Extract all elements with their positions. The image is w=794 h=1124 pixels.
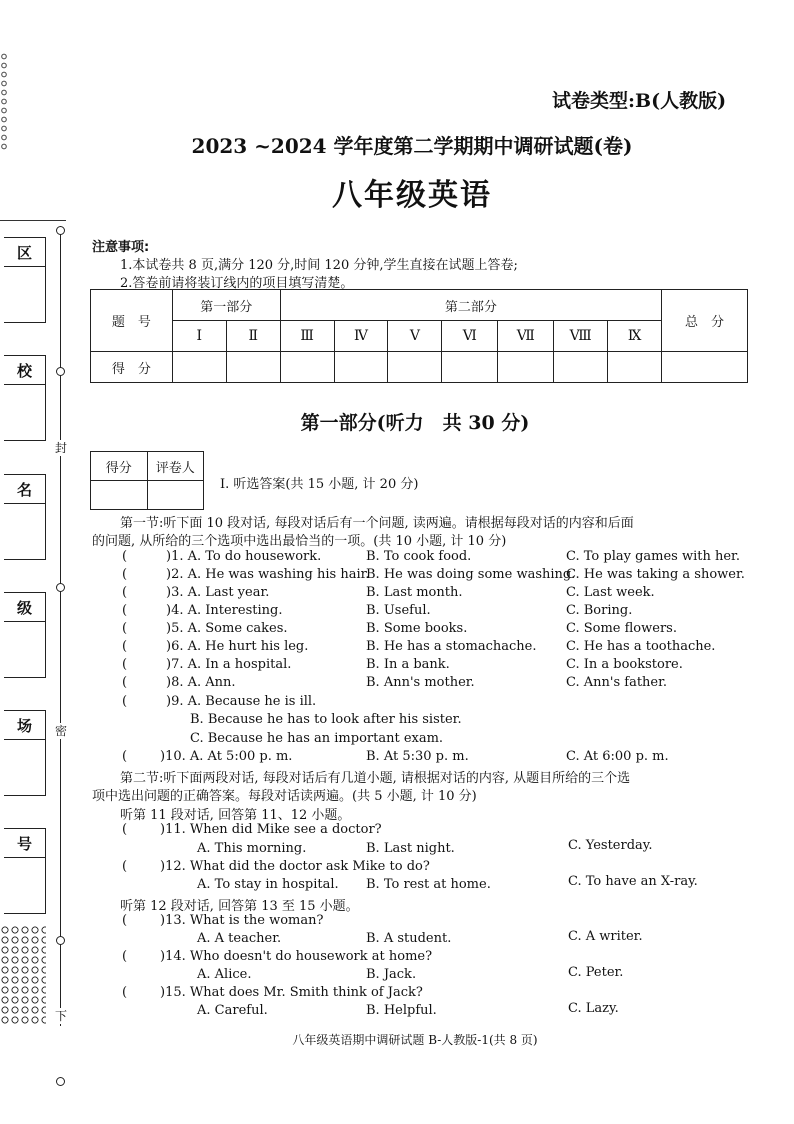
school-label: 校 <box>16 362 32 380</box>
exam-room-input-area[interactable] <box>4 739 45 795</box>
answer-paren[interactable]: ( <box>122 949 128 964</box>
answer-paren[interactable]: ( <box>122 749 128 764</box>
question-option-b: B. Useful. <box>366 603 431 618</box>
answer-paren[interactable]: ( <box>122 913 128 928</box>
binding-hole-icon <box>56 1077 65 1086</box>
question-option-c: C. Ann's father. <box>566 675 668 690</box>
answer-paren[interactable]: ( <box>122 603 128 618</box>
question-option-a: )5. A. Some cakes. <box>166 621 288 636</box>
question-option-a: )6. A. He hurt his leg. <box>166 639 309 654</box>
score-cell[interactable] <box>334 352 388 383</box>
column-header: Ⅲ <box>280 321 334 352</box>
score-cell[interactable] <box>554 352 608 383</box>
question-option-b: B. He was doing some washing. <box>366 567 576 582</box>
class-field[interactable] <box>4 592 46 678</box>
column-header: Ⅰ <box>172 321 226 352</box>
question-option-b: B. At 5:30 p. m. <box>366 749 469 764</box>
grader-score-label: 得分 <box>91 452 148 481</box>
score-cell[interactable] <box>280 352 334 383</box>
question-stem: )14. Who doesn't do housework at home? <box>160 949 433 964</box>
binding-line <box>60 226 61 1026</box>
question-option-b: B. Last month. <box>366 585 463 600</box>
question-option-c: C. He was taking a shower. <box>566 567 745 582</box>
page-footer: 八年级英语期中调研试题 B-人教版-1(共 8 页) <box>292 1033 538 1047</box>
column-header: Ⅸ <box>608 321 662 352</box>
question-option-a: )8. A. Ann. <box>166 675 236 690</box>
question-stem: )13. What is the woman? <box>160 913 324 928</box>
grader-name-label: 评卷人 <box>147 452 204 481</box>
dialog-intro: 听第 12 段对话, 回答第 13 至 15 小题。 <box>120 899 359 914</box>
question-option-a: A. To stay in hospital. <box>197 877 339 892</box>
exam-room-field[interactable] <box>4 710 46 796</box>
binding-hole-icon <box>56 226 65 235</box>
section1-title: Ⅰ. 听选答案(共 15 小题, 计 20 分) <box>220 477 419 492</box>
answer-paren[interactable]: ( <box>122 621 128 636</box>
column-header: Ⅵ <box>442 321 498 352</box>
binding-hole-icon <box>56 583 65 592</box>
answer-paren[interactable]: ( <box>122 859 128 874</box>
score-table <box>90 289 748 383</box>
total-score-cell[interactable] <box>662 352 748 383</box>
score-cell[interactable] <box>172 352 226 383</box>
binding-seal-char: 密 <box>55 724 68 738</box>
question-option-b: B. A student. <box>366 931 452 946</box>
part1-title: 第一部分(听力 共 30 分) <box>300 412 530 434</box>
question-option-a: )1. A. To do housework. <box>166 549 322 564</box>
name-input-area[interactable] <box>4 503 45 559</box>
name-label: 名 <box>16 481 32 499</box>
binding-hole-icon <box>56 936 65 945</box>
question-option-c: C. Because he has an important exam. <box>190 731 444 746</box>
question-option-c: C. Yesterday. <box>568 838 653 853</box>
subsection1-instruction: 的问题, 从所给的三个选项中选出最恰当的一项。(共 10 小题, 计 10 分) <box>92 534 507 549</box>
name-field[interactable] <box>4 474 46 560</box>
total-header: 总 分 <box>662 290 748 352</box>
subsection1-instruction: 第一节:听下面 10 段对话, 每段对话后有一个问题, 读两遍。请根据每段对话的内容和后面 <box>120 516 634 531</box>
answer-paren[interactable]: ( <box>122 567 128 582</box>
binding-seal-char: 下 <box>55 1009 68 1023</box>
question-option-b: B. To cook food. <box>366 549 472 564</box>
binding-top-rule <box>0 220 66 221</box>
score-cell[interactable] <box>226 352 280 383</box>
question-option-c: C. In a bookstore. <box>566 657 683 672</box>
question-option-a: )3. A. Last year. <box>166 585 270 600</box>
answer-paren[interactable]: ( <box>122 585 128 600</box>
question-option-b: B. Last night. <box>366 841 455 856</box>
answer-paren[interactable]: ( <box>122 549 128 564</box>
seat-number-field[interactable] <box>4 828 46 914</box>
paper-type-label: 试卷类型:B(人教版) <box>552 90 727 112</box>
question-stem: )15. What does Mr. Smith think of Jack? <box>160 985 423 1000</box>
question-option-a: A. This morning. <box>197 841 307 856</box>
question-option-c: C. He has a toothache. <box>566 639 716 654</box>
district-input-area[interactable] <box>4 266 45 322</box>
column-header: Ⅳ <box>334 321 388 352</box>
question-stem: )11. When did Mike see a doctor? <box>160 822 382 837</box>
grader-box <box>90 451 204 510</box>
question-stem: )12. What did the doctor ask Mike to do? <box>160 859 430 874</box>
question-option-c: C. Last week. <box>566 585 655 600</box>
question-option-a: )7. A. In a hospital. <box>166 657 292 672</box>
seat-number-input-area[interactable] <box>4 857 45 913</box>
question-option-b: B. He has a stomachache. <box>366 639 537 654</box>
question-option-a: )2. A. He was washing his hair. <box>166 567 370 582</box>
score-cell[interactable] <box>498 352 554 383</box>
question-option-a: A. Alice. <box>197 967 252 982</box>
seat-number-label: 号 <box>16 835 32 853</box>
question-option-b: B. Because he has to look after his sister. <box>190 712 462 727</box>
answer-paren[interactable]: ( <box>122 985 128 1000</box>
question-option-b: B. Helpful. <box>366 1003 437 1018</box>
note-item: 1.本试卷共 8 页,满分 120 分,时间 120 分钟,学生直接在试题上答卷; <box>120 258 518 273</box>
question-option-a: )9. A. Because he is ill. <box>166 694 317 709</box>
question-option-c: C. A writer. <box>568 929 643 944</box>
subsection2-instruction: 项中选出问题的正确答案。每段对话读两遍。(共 5 小题, 计 10 分) <box>92 789 477 804</box>
question-option-b: B. Some books. <box>366 621 468 636</box>
question-option-a: )4. A. Interesting. <box>166 603 283 618</box>
question-option-c: C. To play games with her. <box>566 549 740 564</box>
grader-score-cell[interactable] <box>91 481 148 510</box>
class-label: 级 <box>16 599 32 617</box>
column-header: Ⅱ <box>226 321 280 352</box>
class-input-area[interactable] <box>4 621 45 677</box>
question-option-a: )10. A. At 5:00 p. m. <box>160 749 293 764</box>
district-field[interactable] <box>4 237 46 323</box>
score-row-label: 得 分 <box>91 352 173 383</box>
column-header: Ⅷ <box>554 321 608 352</box>
student-id-bubble-grid <box>0 925 46 1025</box>
part2-header: 第二部分 <box>280 290 661 321</box>
answer-paren[interactable]: ( <box>122 657 128 672</box>
note-item: 2.答卷前请将装订线内的项目填写清楚。 <box>120 276 354 291</box>
score-cell[interactable] <box>608 352 662 383</box>
grader-name-cell[interactable] <box>147 481 204 510</box>
binding-seal-char: 封 <box>55 441 68 455</box>
question-option-c: C. At 6:00 p. m. <box>566 749 669 764</box>
question-option-b: B. To rest at home. <box>366 877 491 892</box>
answer-paren[interactable]: ( <box>122 675 128 690</box>
question-option-b: B. In a bank. <box>366 657 450 672</box>
district-label: 区 <box>16 244 32 262</box>
subsection2-instruction: 第二节:听下面两段对话, 每段对话后有几道小题, 请根据对话的内容, 从题目所给的三个选 <box>120 771 631 786</box>
exam-room-label: 场 <box>16 717 32 735</box>
answer-paren[interactable]: ( <box>122 694 128 709</box>
column-header: Ⅴ <box>388 321 442 352</box>
question-option-b: B. Jack. <box>366 967 417 982</box>
question-option-c: C. Some flowers. <box>566 621 677 636</box>
binding-hole-icon <box>56 367 65 376</box>
question-option-c: C. To have an X-ray. <box>568 874 698 889</box>
answer-paren[interactable]: ( <box>122 822 128 837</box>
notes-heading: 注意事项: <box>92 240 150 255</box>
exam-title: 2023 ~2024 学年度第二学期期中调研试题(卷) <box>191 134 633 158</box>
question-number-header: 题 号 <box>91 290 173 352</box>
question-option-c: C. Peter. <box>568 965 624 980</box>
question-option-a: A. Careful. <box>197 1003 268 1018</box>
part1-header: 第一部分 <box>172 290 280 321</box>
column-header: Ⅶ <box>498 321 554 352</box>
answer-paren[interactable]: ( <box>122 639 128 654</box>
question-option-c: C. Lazy. <box>568 1001 619 1016</box>
question-option-a: A. A teacher. <box>197 931 282 946</box>
score-cell[interactable] <box>442 352 498 383</box>
score-cell[interactable] <box>388 352 442 383</box>
dialog-intro: 听第 11 段对话, 回答第 11、12 小题。 <box>120 808 351 823</box>
question-option-b: B. Ann's mother. <box>366 675 475 690</box>
question-option-c: C. Boring. <box>566 603 633 618</box>
subject-title: 八年级英语 <box>332 178 492 213</box>
